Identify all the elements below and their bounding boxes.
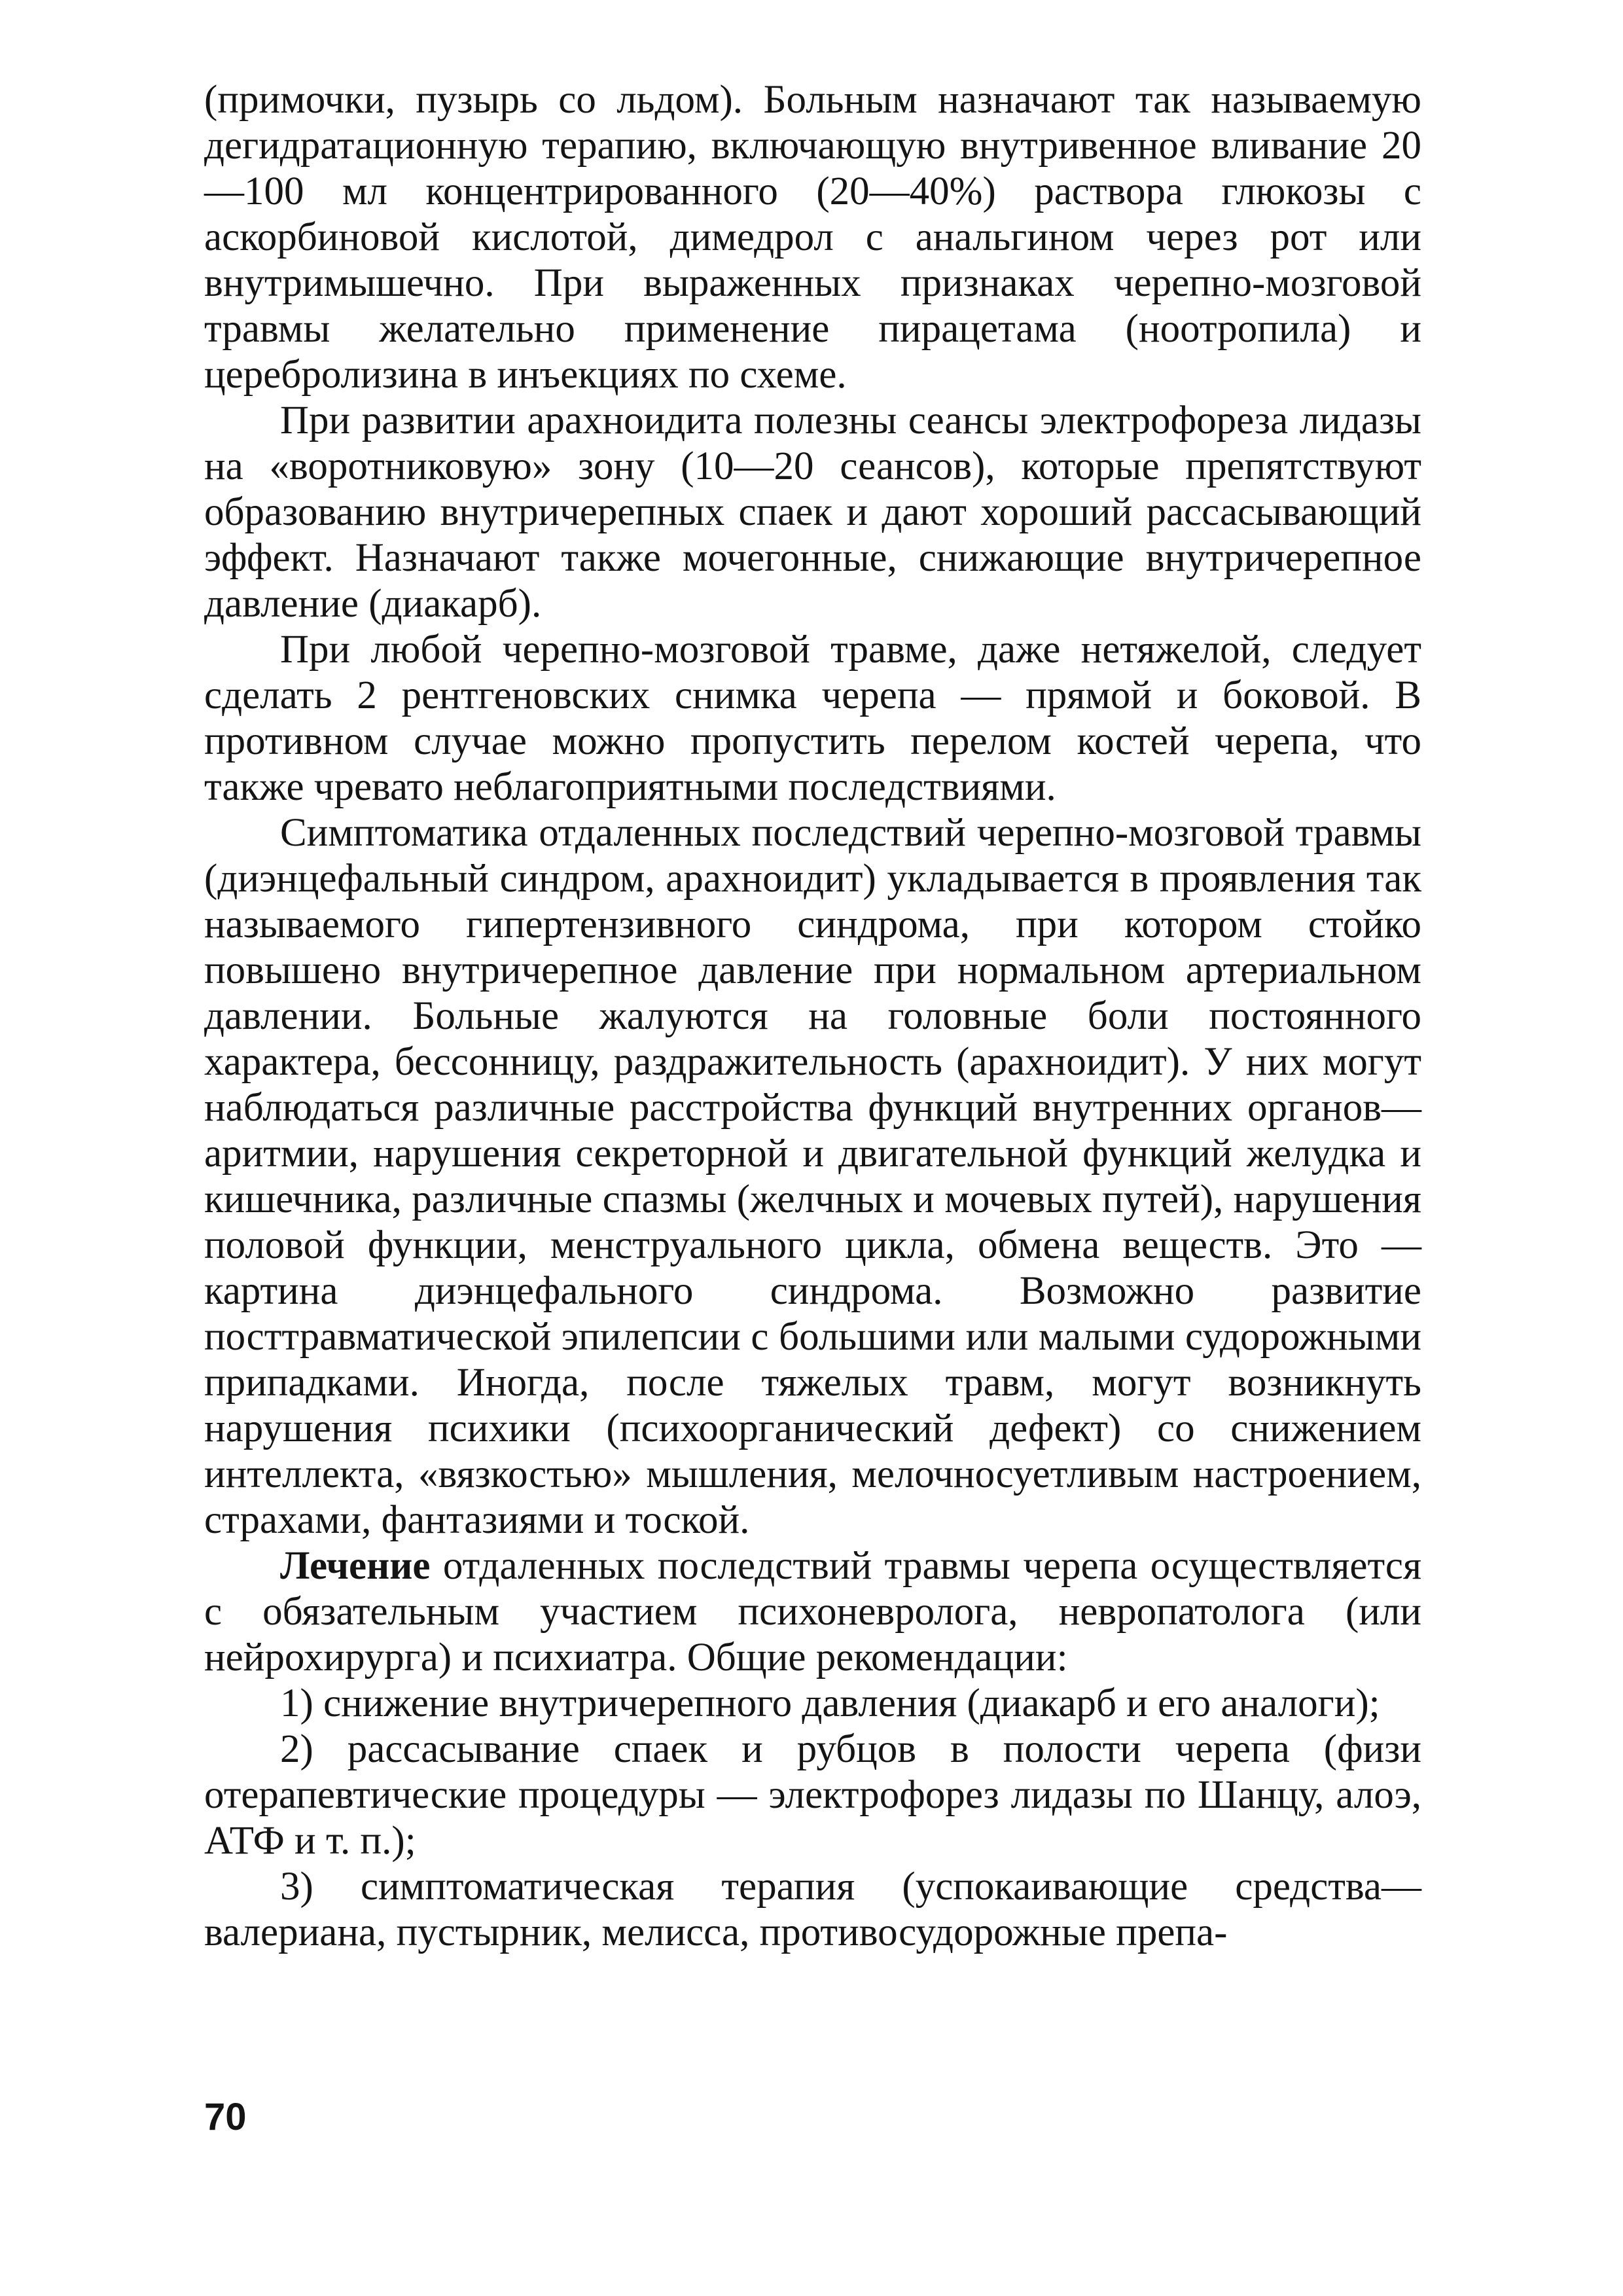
paragraph-5-text: отдаленных последствий травмы черепа осуществляется с обязательным участием психоневролога, невропатолога (или нейрохирурга) и психиатра. Общие рекомендации: — [204, 1544, 1421, 1679]
bold-term-treatment: Лечение — [280, 1544, 431, 1588]
paragraph-4: Симптоматика отдаленных последствий черепно-мозговой травмы (диэнцефальный синдром, арахноидит) укладывается в проявления так называемого гипертензивного синдрома, при котором стойко повышено внутричерепное давление при нормальном артериальном давлении. Больные жалуются на головные боли постоянного характера, бессонницу, раздражительность (арахноидит). У них могут наблюдаться различные расстройства функций внутренних органов—аритмии, нарушения секреторной и двигательной функций желудка и кишечника, различные спазмы (желчных и мочевых путей), нарушения половой функции, менструального цикла, обмена веществ. Это — картина диэнцефального синдрома. Возможно развитие посттравматической эпилепсии с большими или малыми судорожными припадками. Иногда, после тяжелых травм, могут возникнуть нарушения психики (психоорганический дефект) со снижением интеллекта, «вязкостью» мышления, мелочносуетливым настроением, страхами, фантазиями и тоской. — [204, 811, 1421, 1542]
paragraph-5 — [204, 1543, 1421, 1681]
paragraph-1: (примочки, пузырь со льдом). Больным назначают так называемую дегидратационную терапию, включающую внутривенное вливание 20—100 мл концентрированного (20—40%) раствора глюкозы с аскорбиновой кислотой, димедрол с анальгином через рот или внутримышечно. При выраженных признаках черепно-мозговой травмы желательно применение пирацетама (ноотропила) и церебролизина в инъекциях по схеме. — [204, 78, 1421, 397]
paragraph-2: При развитии арахноидита полезны сеансы электрофореза лидазы на «воротниковую» зону (10—20 сеансов), которые препятствуют образованию внутричерепных спаек и дают хороший рассасывающий эффект. Назначают также мочегонные, снижающие внутричерепное давление (диакарб). — [204, 399, 1421, 626]
list-item-3: 3) симптоматическая терапия (успокаивающие средства— валериана, пустырник, мелисса, противосудорожные препа- — [204, 1865, 1421, 1954]
page-number: 70 — [204, 2096, 247, 2138]
page-body — [204, 77, 1421, 1956]
list-item-1: 1) снижение внутричерепного давления (диакарб и его аналоги); — [280, 1681, 1380, 1725]
list-item-2: 2) рассасывание спаек и рубцов в полости черепа (физи отерапевтические процедуры — электрофорез лидазы по Шанцу, алоэ, АТФ и т. п.); — [204, 1727, 1421, 1863]
paragraph-3: При любой черепно-мозговой травме, даже нетяжелой, следует сделать 2 рентгеновских снимка черепа — прямой и боковой. В противном случае можно пропустить перелом костей черепа, что также чревато неблагоприятными последствиями. — [204, 628, 1421, 809]
